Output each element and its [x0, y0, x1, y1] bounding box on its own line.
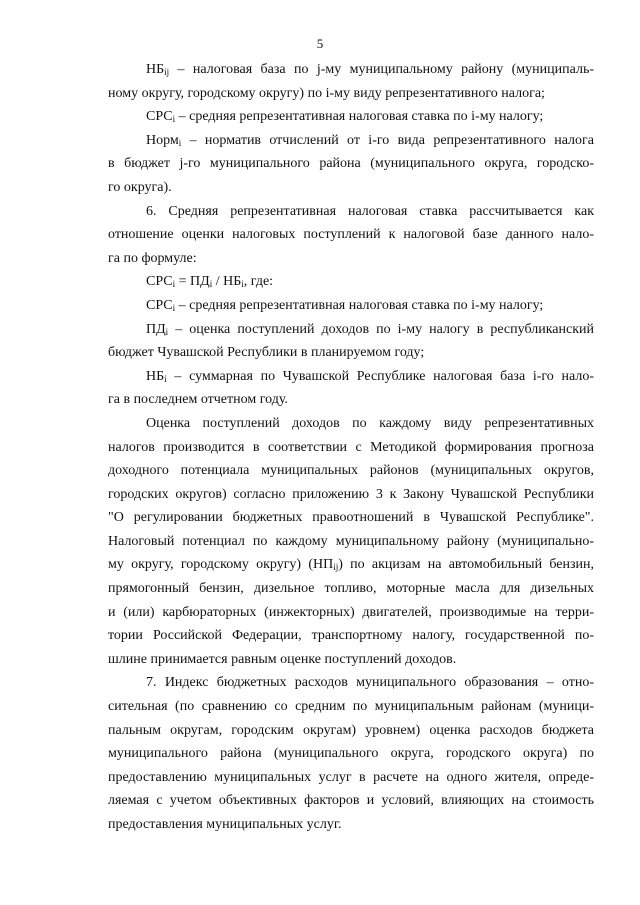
text-line — [108, 152, 594, 176]
text-line — [108, 270, 594, 294]
text-line — [108, 624, 594, 648]
subscript: i — [172, 114, 176, 125]
text-segment: Налоговый потенциал по каждому муниципальному району (муниципально- — [108, 533, 594, 549]
text-segment: СРС — [146, 274, 173, 290]
text-line — [108, 223, 594, 247]
text-line — [108, 58, 594, 82]
text-line — [108, 695, 594, 719]
text-line — [108, 129, 594, 153]
text-segment: отношение оценки налоговых поступлений к налоговой базе данного нало- — [108, 227, 594, 243]
text-segment: предоставлению муниципальных услуг в расчете на одного жителя, опреде- — [108, 769, 594, 785]
text-line — [108, 648, 594, 672]
text-segment: – норматив отчислений от i-го вида репрезентативного налога — [181, 132, 594, 148]
text-segment: налогов производится в соответствии с Методикой формирования прогноза — [108, 439, 594, 455]
text-line — [108, 318, 594, 342]
text-segment: ПД — [146, 321, 166, 337]
text-segment: муниципального района (муниципального округа, городского округа) по — [108, 746, 594, 762]
text-line — [108, 813, 594, 837]
text-line — [108, 553, 594, 577]
text-line — [108, 436, 594, 460]
text-line — [108, 577, 594, 601]
text-segment: га в последнем отчетном году. — [108, 392, 288, 408]
text-segment: го округа). — [108, 179, 172, 195]
body-text — [108, 58, 594, 837]
text-segment: – налоговая база по j-му муниципальному району (муниципаль- — [169, 62, 594, 77]
subscript: i — [172, 302, 176, 313]
text-line — [108, 200, 594, 224]
text-segment: ляемая с учетом объективных факторов и условий, влияющих на стоимость — [108, 793, 594, 809]
text-line — [108, 742, 594, 766]
subscript: i — [165, 326, 169, 337]
text-segment: , где: — [243, 274, 274, 290]
text-segment: Оценка поступлений доходов по каждому виду репрезентативных — [146, 415, 594, 431]
subscript: i — [209, 279, 213, 290]
subscript: ij — [333, 562, 339, 573]
text-line — [108, 412, 594, 436]
subscript: i — [164, 373, 167, 384]
text-segment: га по формуле: — [108, 250, 197, 266]
subscript: i — [241, 279, 244, 290]
text-segment: ному округу, городскому округу) по i-му виду репрезентативного налога; — [108, 85, 545, 101]
text-segment: бюджет Чувашской Республики в планируемом году; — [108, 345, 425, 361]
text-segment: СРС — [146, 297, 173, 313]
text-line — [108, 671, 594, 695]
text-segment: сительная (по сравнению со средним по муниципальным районам (муници- — [108, 699, 594, 715]
text-segment: му округу, городскому округу) (НП — [108, 557, 334, 573]
text-segment: городских округов) согласно приложению 3 к Закону Чувашской Республики — [108, 486, 594, 502]
text-segment: в бюджет j-го муниципального района (муниципального округа, городско- — [108, 156, 594, 172]
text-line — [108, 483, 594, 507]
text-segment: – средняя репрезентативная налоговая ставка по i-му налогу; — [175, 297, 544, 313]
text-segment: тории Российской Федерации, транспортному налогу, государственной по- — [108, 628, 594, 644]
text-segment: СРС — [146, 109, 173, 125]
subscript: i — [172, 279, 176, 290]
text-segment: 6. Средняя репрезентативная налоговая ставка рассчитывается как — [146, 203, 594, 219]
text-line — [108, 388, 594, 412]
text-segment: НБ — [146, 62, 165, 77]
text-segment: предоставления муниципальных услуг. — [108, 817, 342, 832]
text-segment: прямогонный бензин, дизельное топливо, моторные масла для дизельных — [108, 581, 594, 597]
text-segment: и (или) карбюраторных (инжекторных) двигателей, производимые на терри- — [108, 604, 594, 620]
subscript: ij — [164, 67, 170, 77]
text-segment: доходного потенциала муниципальных районов (муниципальных округов, — [108, 463, 594, 479]
text-line — [108, 294, 594, 318]
text-segment: – оценка поступлений доходов по i-му налогу в республиканский — [168, 321, 594, 337]
text-line — [108, 459, 594, 483]
text-line — [108, 789, 594, 813]
text-segment: пальным округам, городским округам) уровнем) оценка расходов бюджета — [108, 722, 594, 738]
text-line — [108, 247, 594, 271]
text-line — [108, 719, 594, 743]
text-segment: НБ — [146, 368, 165, 384]
text-line — [108, 82, 594, 106]
text-segment: – средняя репрезентативная налоговая ставка по i-му налогу; — [175, 109, 544, 125]
text-segment: Норм — [146, 132, 179, 148]
text-line — [108, 766, 594, 790]
text-segment: "О регулировании бюджетных правоотношений в Чувашской Республике". — [108, 510, 594, 526]
text-segment: 7. Индекс бюджетных расходов муниципального образования – отно- — [146, 675, 594, 691]
text-segment: шлине принимается равным оценке поступлений доходов. — [108, 651, 457, 667]
text-line — [108, 506, 594, 530]
text-line — [108, 530, 594, 554]
text-line — [108, 365, 594, 389]
subscript: i — [178, 137, 182, 148]
text-segment: – суммарная по Чувашской Республике налоговая база i-го нало- — [166, 368, 594, 384]
text-line — [108, 105, 594, 129]
text-segment: ) по акцизам на автомобильный бензин, — [338, 557, 594, 573]
text-line — [108, 601, 594, 625]
page-number: 5 — [316, 36, 324, 51]
text-segment: = ПД — [175, 274, 210, 290]
text-line — [108, 341, 594, 365]
text-line — [108, 176, 594, 200]
text-segment: / НБ — [212, 274, 242, 290]
